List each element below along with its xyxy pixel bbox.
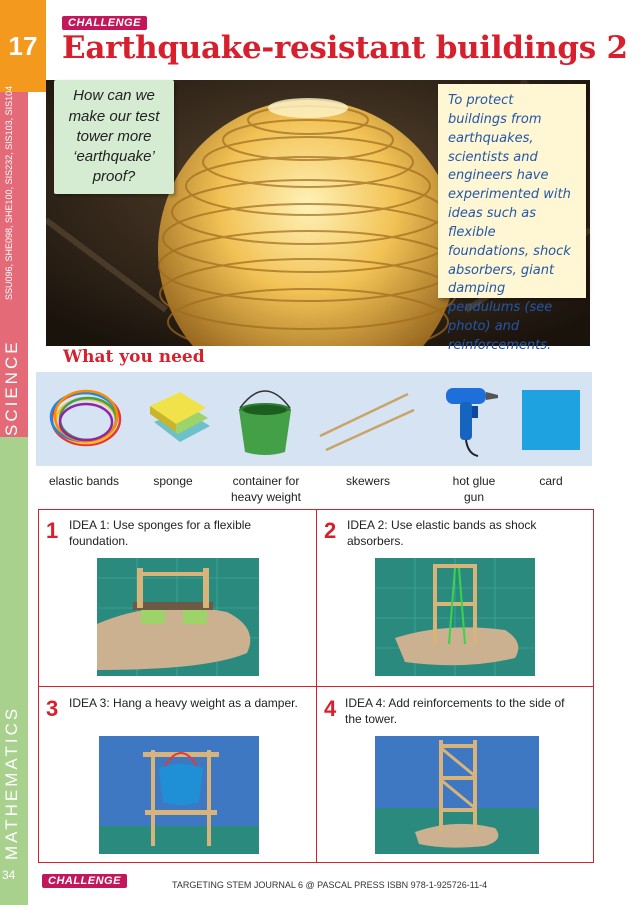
footer-page-number: 34 [2, 868, 16, 882]
sponge-icon [144, 382, 214, 454]
footer-challenge-badge: CHALLENGE [42, 874, 127, 888]
mathematics-label: MATHEMATICS [2, 705, 21, 860]
item-label-container: container for heavy weight [230, 474, 302, 505]
curriculum-codes: SSU096, SHE098, SHE100, SIS232, SIS103, SIS104 [4, 85, 14, 300]
materials-band [36, 372, 592, 466]
idea-4-photo [375, 736, 539, 854]
challenge-badge: CHALLENGE [62, 16, 147, 30]
science-label: SCIENCE [2, 339, 21, 436]
item-label-card: card [539, 474, 563, 488]
idea-1-number: 1 [46, 518, 59, 543]
idea-3-text: IDEA 3: Hang a heavy weight as a damper. [69, 696, 298, 710]
idea-2-photo [375, 558, 535, 676]
item-label-skewers: skewers [345, 474, 390, 488]
card-icon [522, 390, 580, 450]
elastic-bands-icon [46, 386, 126, 452]
idea-1-text: IDEA 1: Use sponges for a flexible foundation. [69, 518, 252, 548]
bucket-icon [234, 382, 296, 458]
idea-1-photo [97, 558, 259, 676]
what-you-need-heading: What you need [63, 347, 205, 367]
idea-2-number: 2 [324, 518, 337, 543]
glue-gun-icon [442, 384, 502, 458]
item-label-elastic-bands: elastic bands [48, 474, 120, 488]
idea-4-number: 4 [324, 696, 337, 721]
page-title: Earthquake-resistant buildings 2 [62, 30, 628, 66]
skewers-icon [316, 384, 416, 454]
item-label-glue-gun: hot glue gun [452, 474, 496, 505]
ideas-grid [38, 509, 594, 863]
footer-text: TARGETING STEM JOURNAL 6 @ PASCAL PRESS ISBN 978-1-925726-11-4 [172, 880, 488, 890]
info-box: To protect buildings from earthquakes, scientists and engineers have experimented with ideas such as flexible foundations, shock absorbers, giant damping pendulums (see photo) and reinforcements. [438, 84, 586, 298]
idea-3-photo [99, 736, 259, 854]
idea-3-number: 3 [46, 696, 59, 721]
item-label-sponge: sponge [153, 474, 193, 488]
idea-4-text: IDEA 4: Add reinforcements to the side of the tower. [345, 696, 565, 726]
question-box: How can we make our test tower more ‘earthquake’ proof? [54, 80, 174, 194]
page-number: 17 [0, 0, 46, 92]
idea-2-text: IDEA 2: Use elastic bands as shock absorbers. [347, 518, 537, 548]
